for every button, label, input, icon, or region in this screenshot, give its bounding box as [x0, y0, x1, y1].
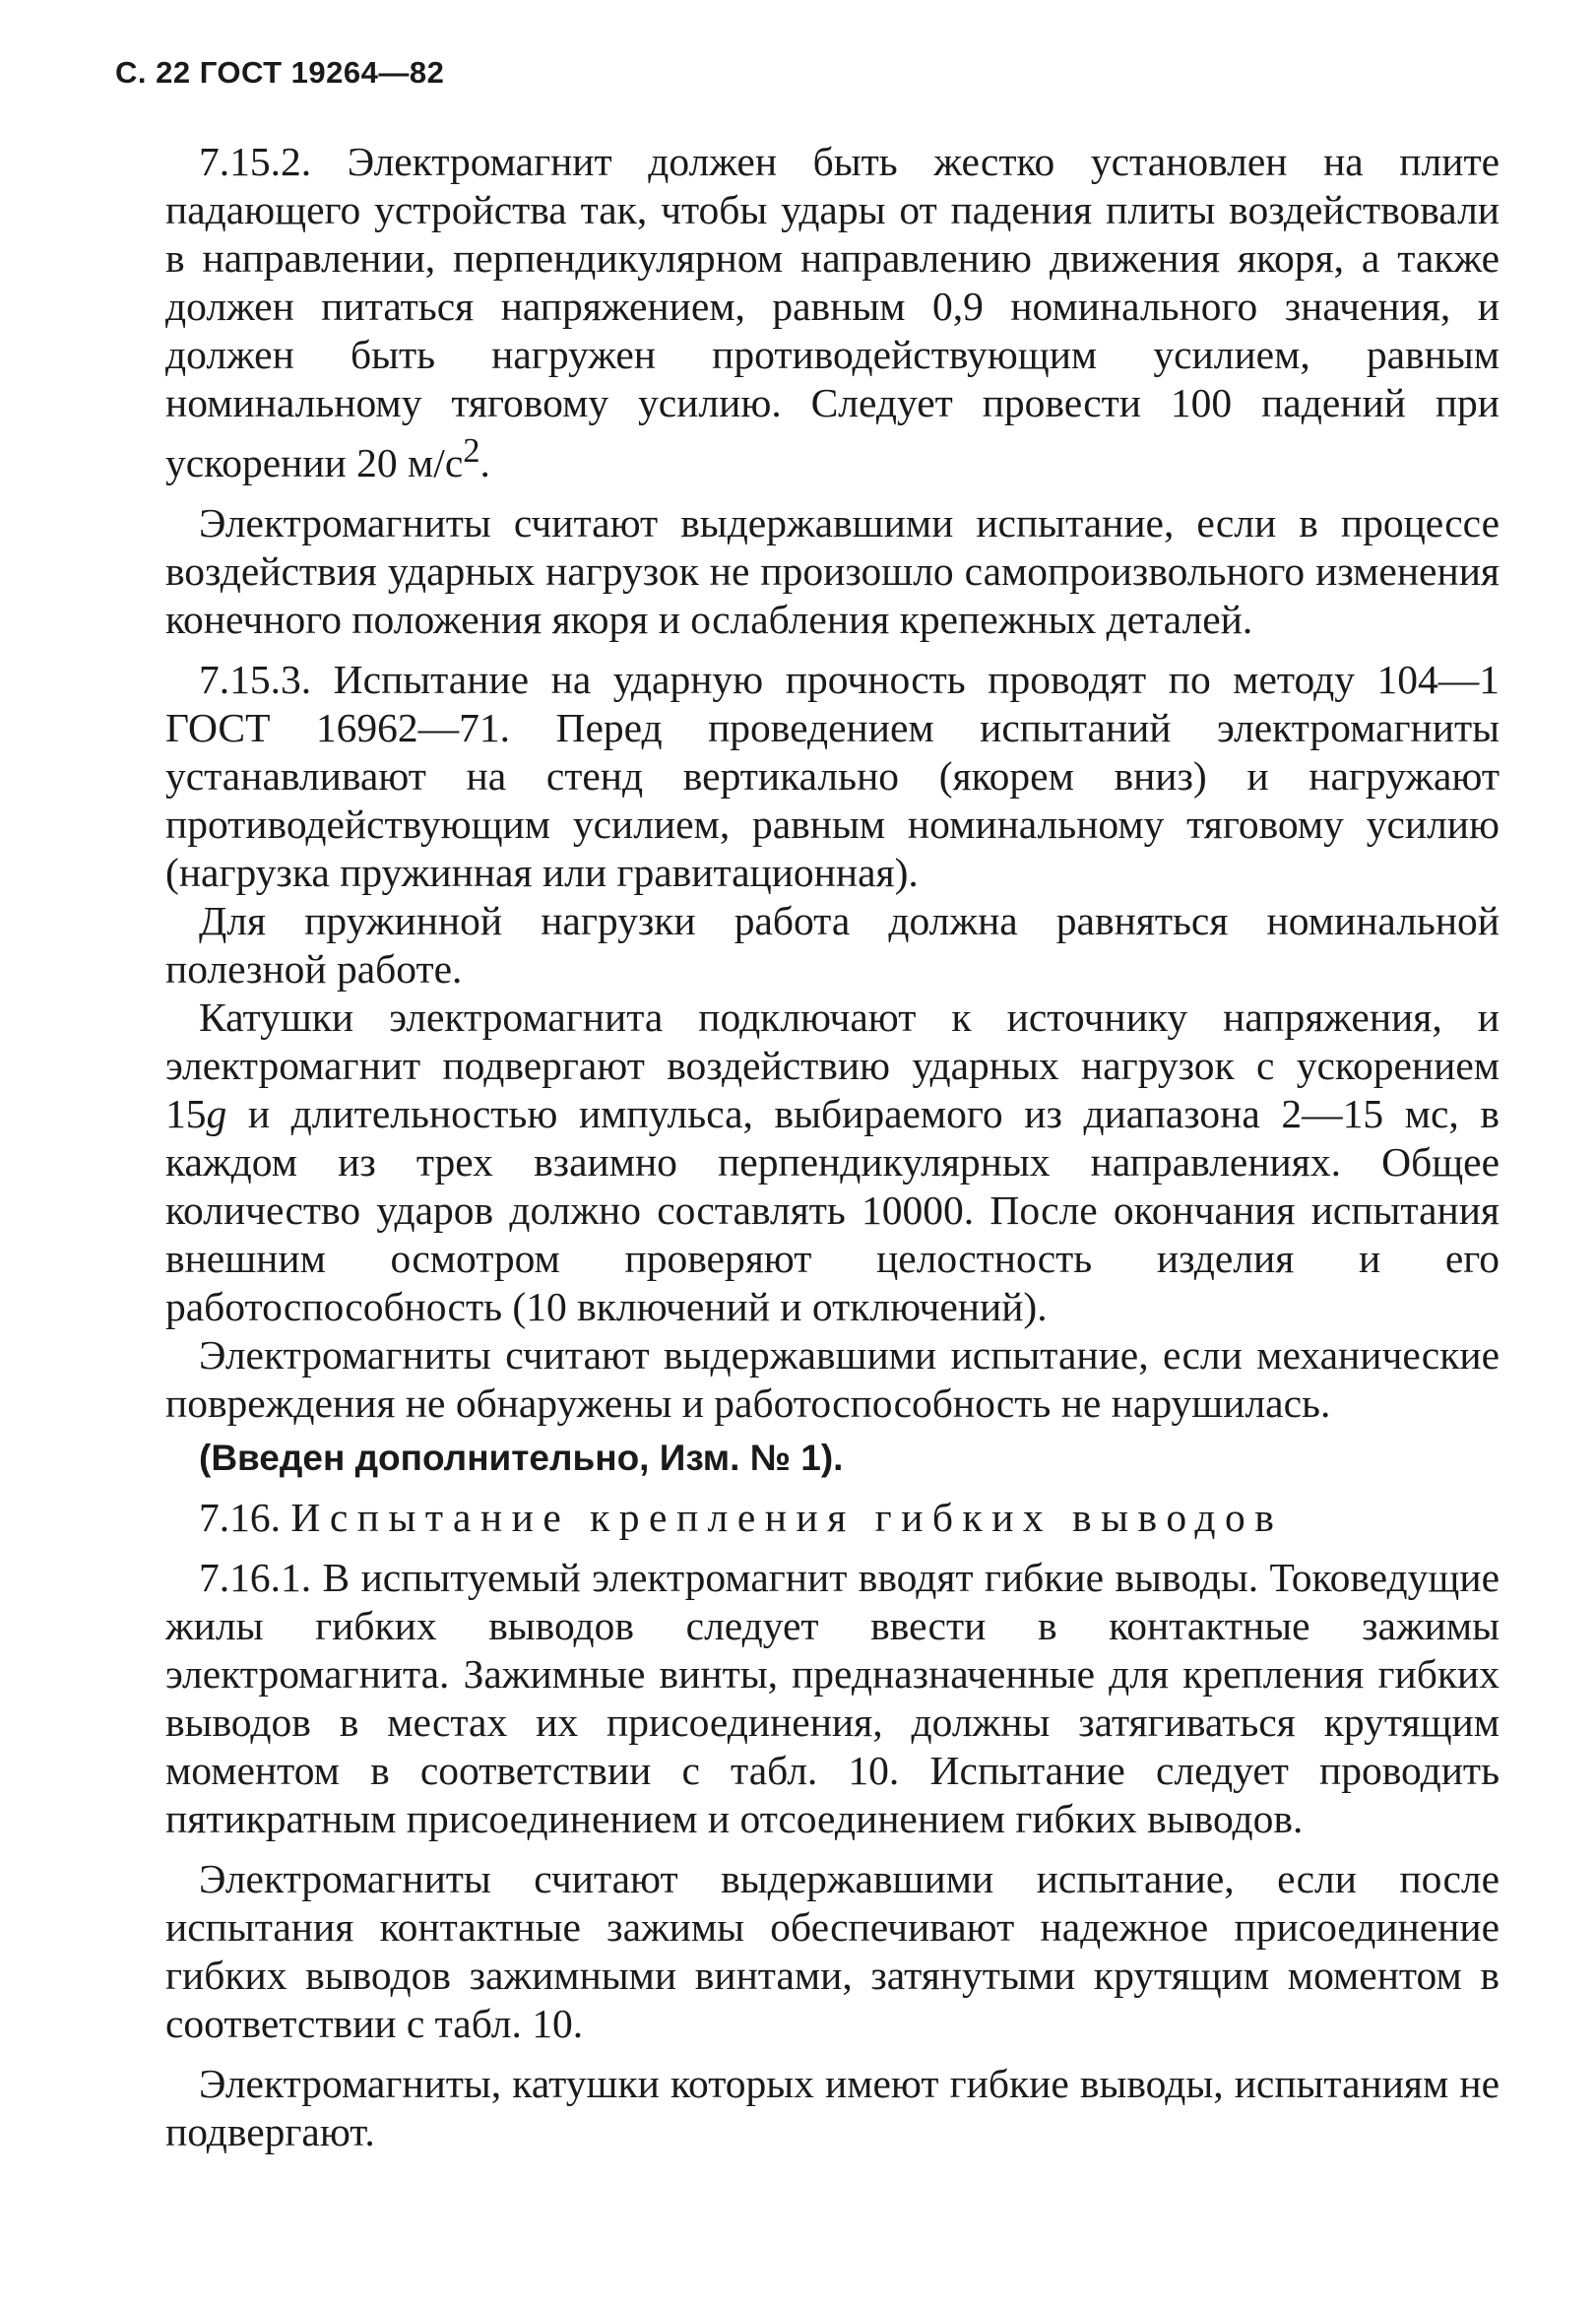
page-header: С. 22 ГОСТ 19264—82	[115, 55, 445, 90]
paragraph-7-15-3	[165, 656, 1500, 897]
paragraph-exemption	[165, 2060, 1500, 2156]
paragraph-criteria-2	[165, 1331, 1500, 1428]
text-span: Электромагниты считают выдержавшими испытание, если после испытания контактные зажимы обеспечивают надежное присоединение гибких выводов зажимными винтами, затянутыми крутящим моментом в соответствии с табл. 10.	[165, 1855, 1500, 2046]
paragraph-criteria-3	[165, 1855, 1500, 2048]
section-number: 7.16.	[199, 1494, 291, 1540]
paragraph-spring-load	[165, 897, 1500, 994]
paragraph-coils	[165, 994, 1500, 1331]
text-span: Электромагниты считают выдержавшими испытание, если в процессе воздействия ударных нагрузок не произошло самопроизвольного изменения конечного положения якоря и ослабления крепежных деталей.	[165, 499, 1500, 642]
document-body	[165, 138, 1500, 2156]
text-span: (Введен дополнительно, Изм. № 1).	[199, 1437, 844, 1478]
section-heading-7-16	[165, 1494, 1500, 1542]
amendment-note	[165, 1434, 1500, 1482]
superscript: 2	[463, 432, 480, 470]
text-span: Электромагниты считают выдержавшими испытание, если механические повреждения не обнаружены и работоспособность не нарушилась.	[165, 1331, 1500, 1426]
text-span: Катушки электромагнита подключают к источнику напряжения, и электромагнит подвергают воздействию ударных нагрузок с ускорением 15	[165, 994, 1500, 1136]
text-span: .	[479, 439, 490, 485]
paragraph-criteria-1	[165, 499, 1500, 644]
paragraph-7-15-2	[165, 138, 1500, 487]
text-span: и длительностью импульса, выбираемого из диапазона 2—15 мс, в каждом из трех взаимно перпендикулярных направлениях. Общее количество ударов должно составлять 10000. После окончания испытания внешним осмотром проверяют целостность изделия и его работоспособность (10 включений и отключений).	[165, 1090, 1500, 1329]
paragraph-7-16-1	[165, 1554, 1500, 1843]
text-span: 7.15.3. Испытание на ударную прочность проводят по методу 104—1 ГОСТ 16962—71. Перед проведением испытаний электромагниты устанавливают на стенд вертикально (якорем вниз) и нагружают противодействующим усилием, равным номинальному тяговому усилию (нагрузка пружинная или гравитационная).	[165, 656, 1500, 895]
text-span: 7.16.1. В испытуемый электромагнит вводят гибкие выводы. Токоведущие жилы гибких выводов следует ввести в контактные зажимы электромагнита. Зажимные винты, предназначенные для крепления гибких выводов в местах их присоединения, должны затягиваться крутящим моментом в соответствии с табл. 10. Испытание следует проводить пятикратным присоединением и отсоединением гибких выводов.	[165, 1554, 1500, 1841]
text-span: Электромагниты, катушки которых имеют гибкие выводы, испытаниям не подвергают.	[165, 2060, 1500, 2154]
text-span: 7.15.2. Электромагнит должен быть жестко установлен на плите падающего устройства так, чтобы удары от падения плиты воздействовали в направлении, перпендикулярном направлению движения якоря, а также должен питаться напряжением, равным 0,9 номинального значения, и должен быть нагружен противодействующим усилием, равным номинальному тяговому усилию. Следует провести 100 падений при ускорении 20 м/с	[165, 139, 1500, 485]
section-title: Испытание крепления гибких выводов	[290, 1494, 1284, 1540]
italic-g: g	[206, 1090, 227, 1136]
text-span: Для пружинной нагрузки работа должна равняться номинальной полезной работе.	[165, 897, 1500, 992]
